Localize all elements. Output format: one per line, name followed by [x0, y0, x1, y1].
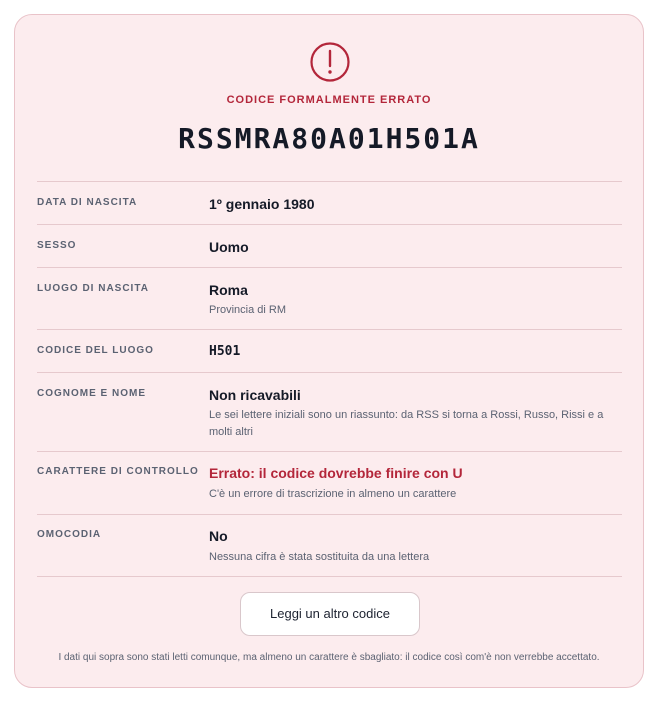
footer-note: I dati qui sopra sono stati letti comunque, ma almeno un carattere è sbagliato: il codice così com'è non verrebbe accettato.: [58, 652, 600, 663]
row-label-omocodia: OMOCODIA: [37, 529, 102, 540]
row-note-omocodia: Nessuna cifra è stata sostituita da una lettera: [209, 551, 430, 563]
row-label-check-char: CARATTERE DI CONTROLLO: [37, 466, 199, 477]
divider: [37, 576, 622, 577]
row-value-name: Non ricavabili: [209, 387, 301, 403]
row-label-birth-date: DATA DI NASCITA: [37, 197, 138, 208]
row-note-birthplace: Provincia di RM: [209, 304, 287, 316]
row-value-check-char: Errato: il codice dovrebbe finire con U: [209, 465, 463, 481]
row-label-birthplace: LUOGO DI NASCITA: [37, 283, 149, 294]
fiscal-code: RSSMRA80A01H501A: [178, 122, 480, 155]
read-another-code-button[interactable]: Leggi un altro codice: [240, 592, 420, 636]
row-label-place-code: CODICE DEL LUOGO: [37, 345, 154, 356]
divider: [37, 181, 622, 182]
row-note-name: Le sei lettere iniziali sono un riassunto: da RSS si torna a Rossi, Russo, Rissi e a molti altri: [209, 409, 604, 438]
result-card: [14, 14, 644, 688]
row-value-sex: Uomo: [209, 239, 249, 255]
row-value-place-code: H501: [209, 344, 241, 359]
divider: [37, 267, 622, 268]
row-value-omocodia: No: [209, 528, 228, 544]
row-label-sex: SESSO: [37, 240, 77, 251]
row-value-birth-date: 1º gennaio 1980: [209, 196, 315, 212]
divider: [37, 329, 622, 330]
divider: [37, 514, 622, 515]
alert-circle-icon: [309, 41, 351, 83]
divider: [37, 451, 622, 452]
divider: [37, 372, 622, 373]
divider: [37, 224, 622, 225]
row-value-birthplace: Roma: [209, 282, 248, 298]
row-note-check-char: C'è un errore di trascrizione in almeno un carattere: [209, 488, 457, 500]
status-label: CODICE FORMALMENTE ERRATO: [226, 94, 432, 106]
row-label-name: COGNOME E NOME: [37, 388, 147, 399]
